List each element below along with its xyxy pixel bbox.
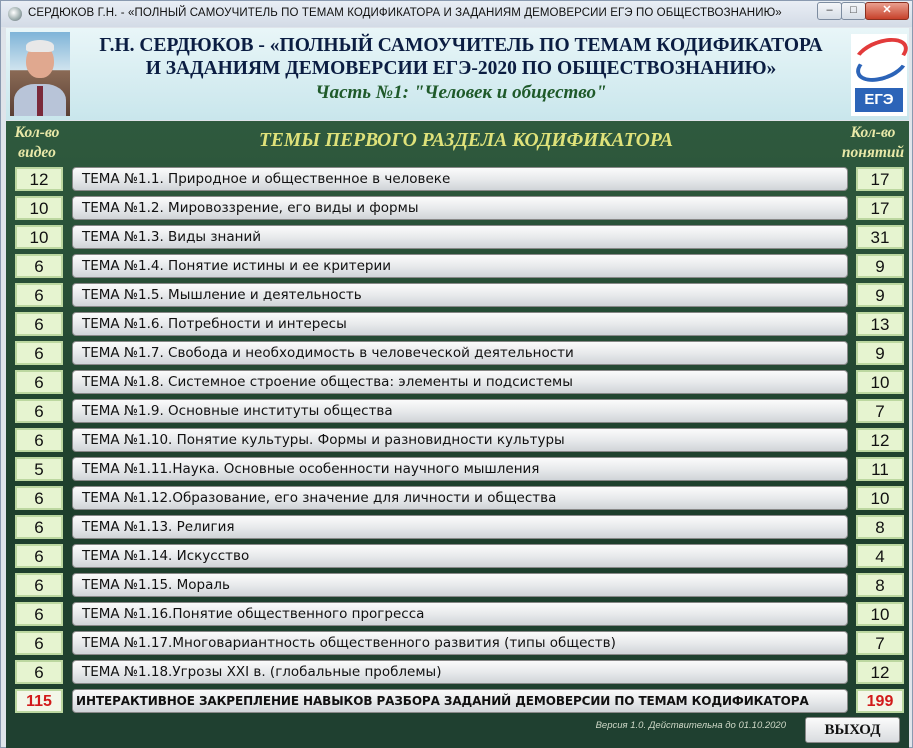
video-count: 6	[15, 283, 63, 307]
minimize-button[interactable]: –	[817, 2, 842, 20]
topic-row	[6, 428, 909, 454]
topic-button[interactable]: ТЕМА №1.15. Мораль	[72, 573, 848, 597]
topic-button[interactable]: ТЕМА №1.11.Наука. Основные особенности научного мышления	[72, 457, 848, 481]
video-count: 10	[15, 225, 63, 249]
topic-button[interactable]: ТЕМА №1.16.Понятие общественного прогресса	[72, 602, 848, 626]
concept-count: 7	[856, 631, 904, 655]
concept-count: 12	[856, 428, 904, 452]
topic-row	[6, 283, 909, 309]
video-count: 6	[15, 399, 63, 423]
topic-button[interactable]: ТЕМА №1.10. Понятие культуры. Формы и разновидности культуры	[72, 428, 848, 452]
topic-row	[6, 457, 909, 483]
app-icon[interactable]	[8, 7, 22, 21]
video-count: 6	[15, 544, 63, 568]
topic-row	[6, 196, 909, 222]
interactive-practice-button[interactable]: ИНТЕРАКТИВНОЕ ЗАКРЕПЛЕНИЕ НАВЫКОВ РАЗБОРА ЗАДАНИЙ ДЕМОВЕРСИИ ПО ТЕМАМ КОДИФИКАТОРА	[72, 689, 848, 713]
topic-button[interactable]: ТЕМА №1.13. Религия	[72, 515, 848, 539]
concept-count: 31	[856, 225, 904, 249]
video-count: 6	[15, 573, 63, 597]
ege-logo	[851, 34, 907, 116]
topic-row	[6, 515, 909, 541]
topic-button[interactable]: ТЕМА №1.4. Понятие истины и ее критерии	[72, 254, 848, 278]
title-bar[interactable]	[1, 1, 912, 27]
concept-count: 12	[856, 660, 904, 684]
header-banner	[6, 28, 909, 120]
topic-button[interactable]: ТЕМА №1.12.Образование, его значение для личности и общества	[72, 486, 848, 510]
total-video-count: 115	[15, 689, 63, 713]
video-count: 12	[15, 167, 63, 191]
topic-button[interactable]: ТЕМА №1.5. Мышление и деятельность	[72, 283, 848, 307]
concept-count: 10	[856, 486, 904, 510]
final-practice-row	[6, 689, 909, 715]
video-count: 6	[15, 515, 63, 539]
concept-count: 11	[856, 457, 904, 481]
ege-logo-text: ЕГЭ	[855, 88, 903, 112]
video-count: 6	[15, 631, 63, 655]
concept-count: 4	[856, 544, 904, 568]
video-count: 6	[15, 254, 63, 278]
topic-button[interactable]: ТЕМА №1.7. Свобода и необходимость в человеческой деятельности	[72, 341, 848, 365]
topic-button[interactable]: ТЕМА №1.1. Природное и общественное в человеке	[72, 167, 848, 191]
concept-count: 9	[856, 341, 904, 365]
topic-button[interactable]: ТЕМА №1.18.Угрозы XXI в. (глобальные проблемы)	[72, 660, 848, 684]
topic-button[interactable]: ТЕМА №1.17.Многовариантность общественного развития (типы обществ)	[72, 631, 848, 655]
topic-row	[6, 341, 909, 367]
topic-row	[6, 631, 909, 657]
video-count: 6	[15, 312, 63, 336]
version-note: Версия 1.0. Действительна до 01.10.2020	[595, 720, 786, 731]
program-title-line-2: И ЗАДАНИЯМ ДЕМОВЕРСИИ ЕГЭ-2020 ПО ОБЩЕСТВОЗНАНИЮ»	[145, 58, 777, 79]
concept-count: 7	[856, 399, 904, 423]
video-count: 6	[15, 660, 63, 684]
video-count-header: Кол-во видео	[14, 124, 60, 161]
topic-button[interactable]: ТЕМА №1.14. Искусство	[72, 544, 848, 568]
concept-count: 10	[856, 370, 904, 394]
window-title: СЕРДЮКОВ Г.Н. - «ПОЛНЫЙ САМОУЧИТЕЛЬ ПО ТЕМАМ КОДИФИКАТОРА И ЗАДАНИЯМ ДЕМОВЕРСИИ ЕГЭ ПО ОБЩЕСТВОЗНАНИЮ»	[28, 7, 782, 19]
topic-button[interactable]: ТЕМА №1.9. Основные институты общества	[72, 399, 848, 423]
topic-button[interactable]: ТЕМА №1.2. Мировоззрение, его виды и формы	[72, 196, 848, 220]
program-title	[81, 34, 841, 80]
video-count: 5	[15, 457, 63, 481]
part-subtitle: Часть №1: "Человек и общество"	[315, 82, 607, 103]
concept-count: 9	[856, 254, 904, 278]
video-count: 6	[15, 428, 63, 452]
topic-button[interactable]: ТЕМА №1.3. Виды знаний	[72, 225, 848, 249]
concept-count-header: Кол-во понятий	[841, 124, 905, 161]
video-count: 6	[15, 602, 63, 626]
topic-row	[6, 602, 909, 628]
video-count: 6	[15, 341, 63, 365]
concept-count: 17	[856, 196, 904, 220]
topics-panel	[6, 121, 909, 748]
concept-count: 8	[856, 515, 904, 539]
topic-row	[6, 254, 909, 280]
topic-row	[6, 370, 909, 396]
close-button[interactable]: ✕	[865, 2, 909, 20]
concept-count: 17	[856, 167, 904, 191]
topic-row	[6, 167, 909, 193]
topic-row	[6, 312, 909, 338]
concept-count: 8	[856, 573, 904, 597]
topic-row	[6, 399, 909, 425]
topic-row	[6, 660, 909, 686]
video-count: 10	[15, 196, 63, 220]
exit-button[interactable]: ВЫХОД	[805, 717, 900, 743]
topic-row	[6, 544, 909, 570]
concept-count: 10	[856, 602, 904, 626]
program-title-line-1: Г.Н. СЕРДЮКОВ - «ПОЛНЫЙ САМОУЧИТЕЛЬ ПО ТЕМАМ КОДИФИКАТОРА	[99, 35, 823, 56]
section-title: ТЕМЫ ПЕРВОГО РАЗДЕЛА КОДИФИКАТОРА	[258, 130, 674, 151]
topic-row	[6, 225, 909, 251]
concept-count: 9	[856, 283, 904, 307]
topic-row	[6, 573, 909, 599]
topic-button[interactable]: ТЕМА №1.8. Системное строение общества: элементы и подсистемы	[72, 370, 848, 394]
maximize-button[interactable]: □	[841, 2, 866, 20]
topic-row	[6, 486, 909, 512]
concept-count: 13	[856, 312, 904, 336]
video-count: 6	[15, 486, 63, 510]
author-portrait	[10, 32, 70, 116]
total-concept-count: 199	[856, 689, 904, 713]
topic-button[interactable]: ТЕМА №1.6. Потребности и интересы	[72, 312, 848, 336]
video-count: 6	[15, 370, 63, 394]
